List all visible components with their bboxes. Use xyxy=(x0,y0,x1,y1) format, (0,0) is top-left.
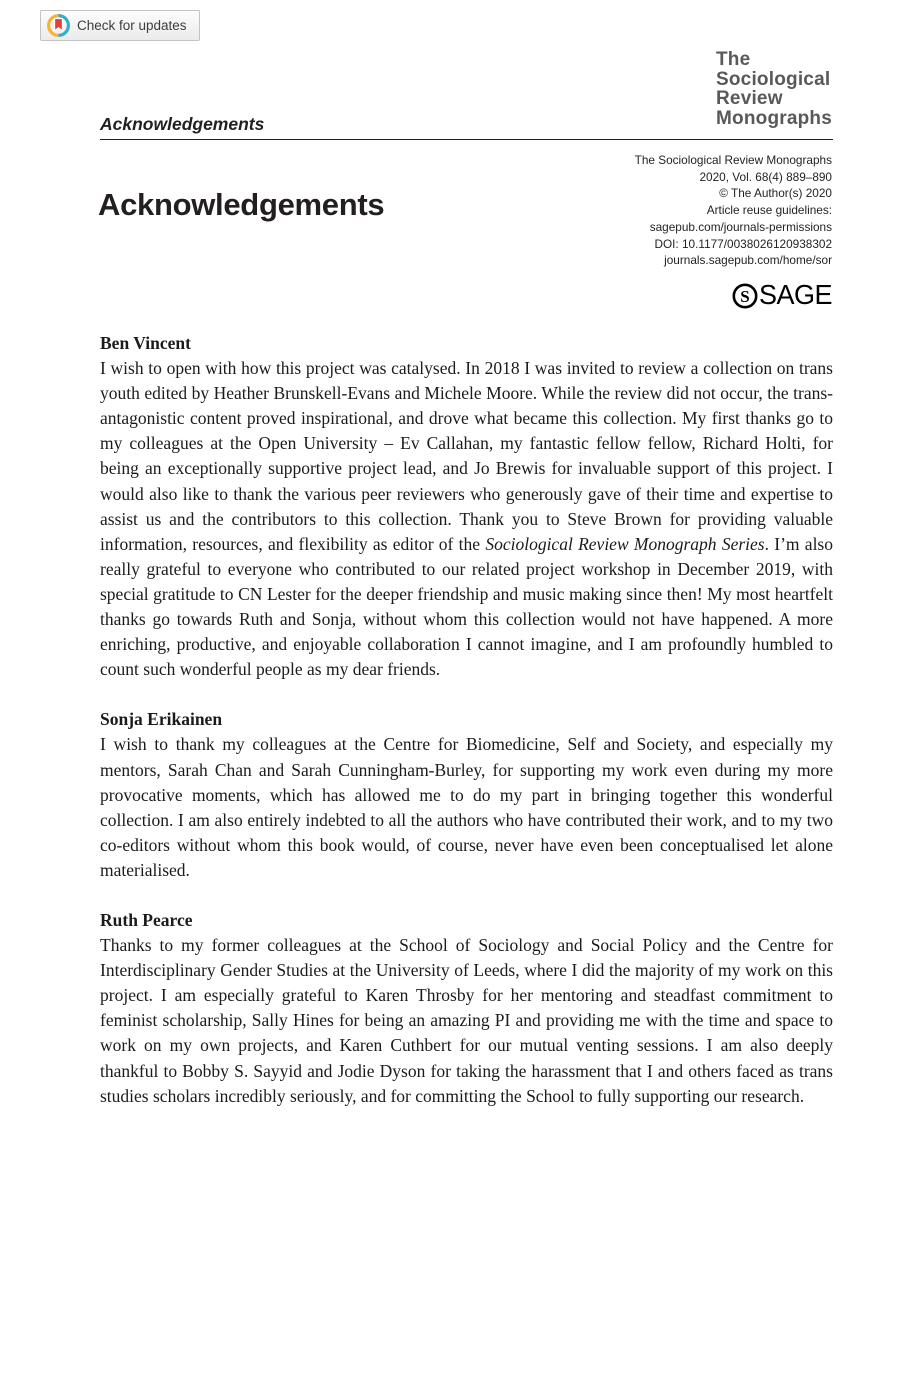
series-title-italic: Sociological Review Monograph Series xyxy=(485,533,765,554)
paragraph-text: I wish to thank my colleagues at the Centre for Biomedicine, Self and Society, and especially my mentors, Sarah Chan and Sarah Cunningham-Burley, for supporting my work even during my more provocative moments, which has allowed me to do my part in bringing together this wonderful collection. I am also entirely indebted to all the authors who have contributed their work, and to my two co-editors without whom this book would, of course, never have even been conceptualised let alone materialised. xyxy=(100,734,833,880)
sage-wordmark: SAGE xyxy=(758,279,832,311)
paragraph-text: . I’m also really grateful to everyone who contributed to our related project workshop in December 2019, with special gratitude to CN Lester for the deeper friendship and music making since then! My most heartfelt thanks go towards Ruth and Sonja, without whom this collection would not have happened. A more enriching, productive, and enjoyable collaboration I cannot imagine, and I am profoundly humbled to count such wonderful people as my dear friends. xyxy=(100,533,833,680)
meta-volume: 2020, Vol. 68(4) 889–890 xyxy=(699,169,832,184)
meta-reuse-label: Article reuse guidelines: xyxy=(706,203,832,218)
section-heading: Ben Vincent xyxy=(100,333,191,353)
wordmark-line: Review xyxy=(716,88,783,109)
permissions-link[interactable]: sagepub.com/journals-permissions xyxy=(649,219,832,234)
page-title: Acknowledgements xyxy=(98,186,385,222)
wordmark-line: Monographs xyxy=(716,107,832,129)
section-heading: Ruth Pearce xyxy=(100,909,193,930)
sage-circle-s-icon xyxy=(732,283,758,309)
meta-doi: DOI: 10.1177/0038026120938302 xyxy=(654,236,832,251)
section-paragraph xyxy=(100,356,833,682)
journal-wordmark xyxy=(716,50,832,128)
sections xyxy=(100,331,833,1109)
paragraph-text: I wish to open with how this project was catalysed. In 2018 I was invited to review a collection on trans youth edited by Heather Brunskell-Evans and Michele Moore. While the review did not occur, the trans-antagonistic content proved inspirational, and drove what became this collection. My first thanks go to my colleagues at the Open University – Ev Callahan, my fantastic fellow fellow, Richard Holti, for being an exceptionally supportive project lead, and Jo Brewis for invaluable support of this project. I would also like to thank the various peer reviewers who generously gave of their time and expertise to assist us and the contributors to this collection. Thank you to Steve Brown for providing valuable information, resources, and flexibility as editor of the xyxy=(100,358,833,554)
sage-logo xyxy=(732,280,832,311)
svg-text:S: S xyxy=(740,286,750,306)
check-for-updates-button[interactable] xyxy=(40,10,200,41)
meta-journal: The Sociological Review Monographs xyxy=(634,153,832,167)
check-for-updates-label: Check for updates xyxy=(77,18,187,33)
paragraph-text: Thanks to my former colleagues at the School of Sociology and Social Policy and the Centre for Interdisciplinary Gender Studies at the University of Leeds, where I did the majority of my work on this project. I am especially grateful to Karen Throsby for her mentoring and steadfast commitment to feminist scholarship, Sally Hines for being an amazing PI and providing me with the time and space to work on my own projects, and Karen Cuthbert for our mutual venting sessions. I am also deeply thankful to Bobby S. Sayyid and Jodie Dyson for taking the harassment that I and others faced as trans studies scholars incredibly seriously, and for committing the School to fully supporting our research. xyxy=(100,935,833,1106)
article-metadata xyxy=(635,152,832,269)
wordmark-line: The xyxy=(716,49,751,70)
meta-copyright: © The Author(s) 2020 xyxy=(719,186,832,201)
header-rule xyxy=(100,139,833,140)
section-paragraph xyxy=(100,732,833,883)
section-heading: Sonja Erikainen xyxy=(100,709,223,730)
running-head: Acknowledgements xyxy=(100,114,265,134)
section-paragraph xyxy=(100,933,833,1109)
wordmark-line: Sociological xyxy=(716,68,831,90)
crossmark-icon xyxy=(47,14,70,37)
journal-home-link[interactable]: journals.sagepub.com/home/sor xyxy=(664,253,832,268)
